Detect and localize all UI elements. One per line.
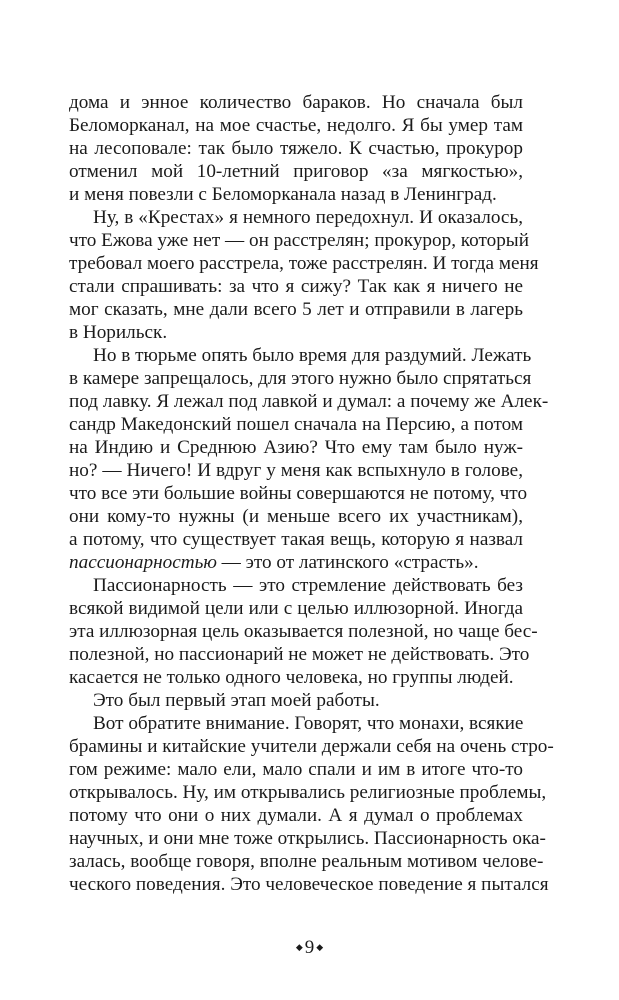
text-line-1: дома и энное количество бараков. Но сначала был bbox=[69, 92, 523, 113]
text-line-13: в камере запрещалось, для этого нужно было спрятаться bbox=[69, 368, 532, 389]
paragraph-start-tyurma: Но в тюрьме опять было время для раздумий. Лежать bbox=[93, 345, 532, 366]
text-line-4: отменил мой 10-летний приговор «за мягкостью», bbox=[69, 161, 523, 182]
text-line-32: потому что они о них думали. А я думал о проблемах bbox=[69, 805, 523, 826]
text-line-21-rest: — это от латинского «страсть». bbox=[216, 552, 479, 573]
diamond-ornament-right-icon: ◆ bbox=[316, 941, 324, 952]
text-line-20: а потому, что существует такая вещь, которую я назвал bbox=[69, 529, 523, 550]
text-line-18: что все эти большие войны совершаются не потому, что bbox=[69, 483, 528, 504]
text-line-19: они кому-то нужны (и меньше всего их участникам), bbox=[69, 506, 523, 527]
text-line-26: касается не только одного человека, но группы людей. bbox=[69, 667, 514, 688]
text-line-9: стали спрашивать: за что я сижу? Так как я ничего не bbox=[69, 276, 523, 297]
text-line-34: залась, вообще говоря, вполне реальным мотивом челове- bbox=[69, 851, 544, 872]
paragraph-start-monakhi: Вот обратите внимание. Говорят, что монахи, всякие bbox=[93, 713, 524, 734]
text-line-5: и меня повезли с Беломорканала назад в Ленинград. bbox=[69, 184, 497, 205]
text-line-17: но? — Ничего! И вдруг у меня как вспыхнуло в голове, bbox=[69, 460, 523, 481]
text-line-11: в Норильск. bbox=[69, 322, 168, 343]
text-line-30: гом режиме: мало ели, мало спали и им в итоге что-то bbox=[69, 759, 523, 780]
text-line-8: требовал моего расстрела, тоже расстрелян. И тогда меня bbox=[69, 253, 539, 274]
paragraph-first-stage: Это был первый этап моей работы. bbox=[93, 690, 380, 711]
page-number bbox=[0, 935, 619, 961]
text-line-2: Беломорканал, на мое счастье, недолго. Я бы умер там bbox=[69, 115, 523, 136]
text-line-3: на лесоповале: так было тяжело. К счастью, прокурор bbox=[69, 138, 523, 159]
text-line-10: мог сказать, мне дали всего 5 лет и отправили в лагерь bbox=[69, 299, 523, 320]
text-line-29: брамины и китайские учители держали себя на очень стро- bbox=[69, 736, 554, 757]
text-line-15: сандр Македонский пошел сначала на Персию, а потом bbox=[69, 414, 523, 435]
paragraph-start-passionarnost: Пассионарность — это стремление действовать без bbox=[93, 575, 523, 596]
italic-term: пассионарностью bbox=[69, 552, 217, 573]
paragraph-start-krestakh: Ну, в «Крестах» я немного передохнул. И оказалось, bbox=[93, 207, 523, 228]
page-number-value: 9 bbox=[304, 937, 315, 958]
text-line-31: открывалось. Ну, им открывались религиозные проблемы, bbox=[69, 782, 547, 803]
text-line-35: ческого поведения. Это человеческое поведение я пытался bbox=[69, 874, 549, 895]
text-line-14: под лавку. Я лежал под лавкой и думал: а почему же Алек- bbox=[69, 391, 549, 412]
diamond-ornament-left-icon: ◆ bbox=[295, 941, 303, 952]
text-line-23: всякой видимой цели или с целью иллюзорной. Иногда bbox=[69, 598, 523, 619]
text-line-33: научных, и они мне тоже открылись. Пассионарность ока- bbox=[69, 828, 546, 849]
text-line-25: полезной, но пассионарий не может не действовать. Это bbox=[69, 644, 530, 665]
text-line-24: эта иллюзорная цель оказывается полезной, но чаще бес- bbox=[69, 621, 538, 642]
text-line-7: что Ежова уже нет — он расстрелян; прокурор, который bbox=[69, 230, 529, 251]
text-line-16: на Индию и Среднюю Азию? Что ему там было нуж- bbox=[69, 437, 523, 458]
